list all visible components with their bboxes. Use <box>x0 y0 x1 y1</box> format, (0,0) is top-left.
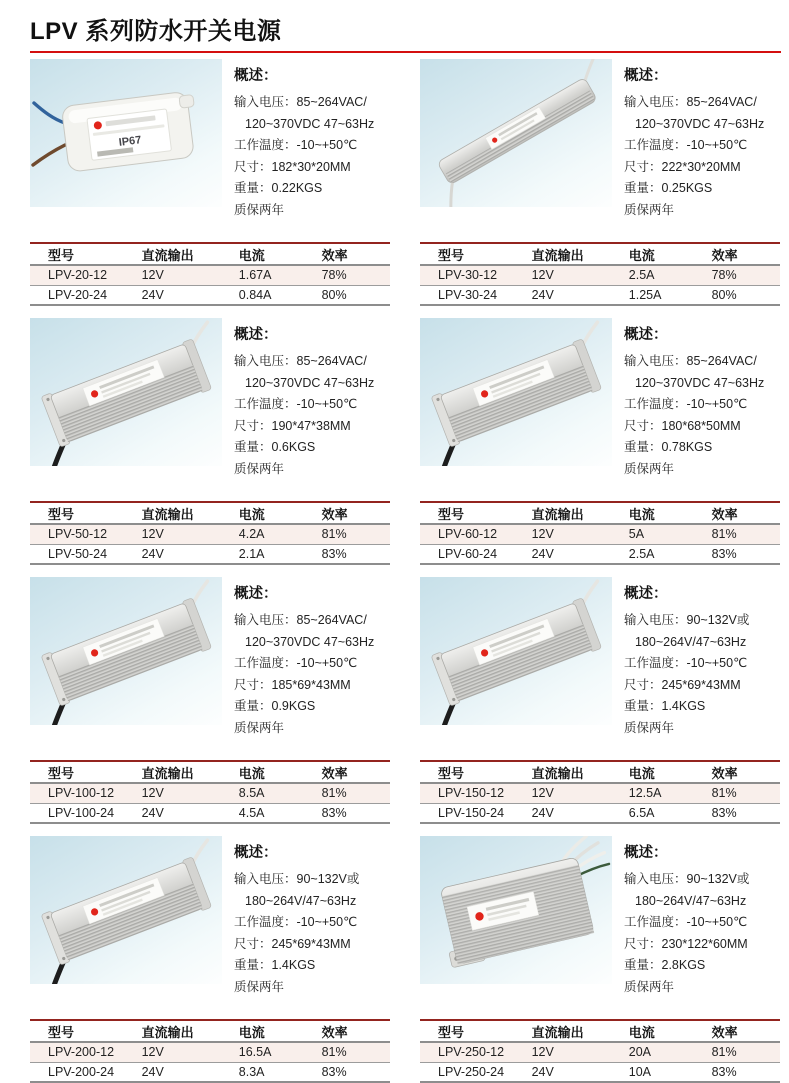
power-supply-plastic-illustration <box>30 59 222 207</box>
overview <box>222 59 374 221</box>
cell-current: 20A <box>628 1045 652 1060</box>
spec-input-voltage: 输入电压：85~264VAC/ <box>234 95 367 109</box>
spec-weight: 重量：0.78KGS <box>624 440 713 454</box>
col-header-model: 型号 <box>30 502 142 524</box>
col-header-dc-output: 直流输出 <box>142 761 239 783</box>
spec-input-voltage: 输入电压：85~264VAC/ <box>624 354 757 368</box>
col-header-efficiency: 效率 <box>322 243 390 265</box>
spec-working-temp: 工作温度：-10~+50℃ <box>624 915 748 929</box>
table-header-row <box>30 1020 390 1042</box>
col-header-dc-output: 直流输出 <box>142 502 239 524</box>
cell-current: 16.5A <box>238 1045 272 1060</box>
spec-working-temp: 工作温度：-10~+50℃ <box>234 915 358 929</box>
spec-table <box>420 1019 780 1083</box>
overview <box>612 59 764 221</box>
spec-input-voltage-cont: 120~370VDC 47~63Hz <box>245 116 375 131</box>
spec-dimensions: 尺寸：190*47*38MM <box>234 418 351 433</box>
cell-efficiency: 78% <box>711 268 737 283</box>
cell-model: LPV-50-24 <box>48 546 108 561</box>
cell-model: LPV-150-12 <box>438 786 505 801</box>
product-photo <box>30 836 222 984</box>
device-body <box>30 581 222 725</box>
cell-dc-output: 12V <box>141 786 164 801</box>
spec-working-temp: 工作温度：-10~+50℃ <box>234 138 358 152</box>
cell-current: 0.84A <box>238 287 272 302</box>
col-header-efficiency: 效率 <box>712 502 780 524</box>
wire-blue <box>34 103 65 123</box>
cell-model: LPV-200-24 <box>48 1064 115 1079</box>
col-header-model: 型号 <box>420 243 532 265</box>
table-row <box>30 1062 390 1082</box>
cell-model: LPV-60-24 <box>438 546 498 561</box>
cell-current: 4.5A <box>238 805 265 820</box>
table-row <box>30 783 390 803</box>
col-header-efficiency: 效率 <box>712 243 780 265</box>
spec-warranty: 质保两年 <box>234 461 285 476</box>
cell-current: 4.2A <box>238 527 265 542</box>
product-photo <box>420 577 612 725</box>
cell-efficiency: 83% <box>711 546 737 561</box>
spec-input-voltage-cont: 120~370VDC 47~63Hz <box>635 375 765 390</box>
cell-efficiency: 81% <box>711 1045 737 1060</box>
overview <box>612 318 764 480</box>
cell-model: LPV-250-12 <box>438 1045 505 1060</box>
col-header-efficiency: 效率 <box>322 502 390 524</box>
wire-brown <box>33 145 65 165</box>
product-section-lpv-200 <box>30 836 390 1083</box>
col-header-current: 电流 <box>629 1020 712 1042</box>
cell-dc-output: 12V <box>531 527 554 542</box>
power-supply-aluminum-illustration <box>30 577 222 725</box>
table-header-row <box>420 243 780 265</box>
power-supply-aluminum-illustration <box>30 836 222 984</box>
spec-warranty: 质保两年 <box>624 461 675 476</box>
cell-model: LPV-200-12 <box>48 1045 115 1060</box>
spec-working-temp: 工作温度：-10~+50℃ <box>624 656 748 670</box>
table-row <box>420 1042 780 1062</box>
product-section-lpv-100 <box>30 577 390 824</box>
power-supply-large-illustration <box>420 836 612 984</box>
product-section-lpv-250 <box>420 836 780 1083</box>
overview <box>222 577 374 739</box>
device-body <box>420 322 612 466</box>
table-header-row <box>420 502 780 524</box>
power-supply-slim-illustration <box>420 59 612 207</box>
page-title: LPV 系列防水开关电源 <box>30 18 282 45</box>
product-photo <box>30 318 222 466</box>
spec-dimensions: 尺寸：180*68*50MM <box>624 418 741 433</box>
overview-heading: 概述： <box>234 68 278 84</box>
cell-efficiency: 83% <box>711 1064 737 1079</box>
cell-efficiency: 81% <box>711 786 737 801</box>
product-section-lpv-60 <box>420 318 780 565</box>
col-header-efficiency: 效率 <box>322 761 390 783</box>
cell-current: 1.25A <box>628 287 662 302</box>
col-header-model: 型号 <box>420 761 532 783</box>
spec-weight: 重量：0.6KGS <box>234 440 316 454</box>
col-header-current: 电流 <box>239 243 322 265</box>
cell-current: 8.3A <box>238 1064 265 1079</box>
cell-dc-output: 24V <box>531 546 554 561</box>
spec-table <box>30 1019 390 1083</box>
cell-current: 2.1A <box>238 546 265 561</box>
spec-working-temp: 工作温度：-10~+50℃ <box>624 138 748 152</box>
cell-efficiency: 80% <box>321 287 347 302</box>
device-body <box>30 322 222 466</box>
cell-model: LPV-30-12 <box>438 268 498 283</box>
cell-current: 10A <box>628 1064 652 1079</box>
col-header-model: 型号 <box>30 761 142 783</box>
table-row <box>30 803 390 823</box>
cell-model: LPV-100-24 <box>48 805 115 820</box>
spec-table <box>30 501 390 565</box>
spec-weight: 重量：0.22KGS <box>234 181 323 195</box>
cell-dc-output: 24V <box>531 287 554 302</box>
cell-dc-output: 12V <box>531 268 554 283</box>
product-section-lpv-20 <box>30 59 390 306</box>
product-section-lpv-30 <box>420 59 780 306</box>
spec-input-voltage-cont: 120~370VDC 47~63Hz <box>245 634 375 649</box>
col-header-efficiency: 效率 <box>322 1020 390 1042</box>
col-header-dc-output: 直流输出 <box>142 1020 239 1042</box>
spec-table <box>30 760 390 824</box>
cell-model: LPV-20-12 <box>48 268 108 283</box>
col-header-model: 型号 <box>420 502 532 524</box>
power-supply-aluminum-illustration <box>420 318 612 466</box>
product-photo <box>30 577 222 725</box>
spec-input-voltage-cont: 180~264V/47~63Hz <box>635 634 747 649</box>
table-header-row <box>30 502 390 524</box>
table-row <box>420 1062 780 1082</box>
col-header-current: 电流 <box>629 502 712 524</box>
spec-input-voltage-cont: 120~370VDC 47~63Hz <box>635 116 765 131</box>
cell-current: 6.5A <box>628 805 655 820</box>
overview <box>612 577 749 739</box>
device-body <box>420 581 612 725</box>
cell-current: 1.67A <box>238 268 272 283</box>
col-header-current: 电流 <box>629 243 712 265</box>
col-header-dc-output: 直流输出 <box>532 761 629 783</box>
power-supply-aluminum-illustration <box>30 318 222 466</box>
table-row <box>30 265 390 285</box>
spec-table <box>420 242 780 306</box>
cell-dc-output: 24V <box>141 805 164 820</box>
product-section-lpv-150 <box>420 577 780 824</box>
spec-dimensions: 尺寸：230*122*60MM <box>624 936 748 951</box>
col-header-dc-output: 直流输出 <box>142 243 239 265</box>
cell-dc-output: 24V <box>141 546 164 561</box>
cell-current: 12.5A <box>628 786 662 801</box>
overview <box>612 836 749 998</box>
device-body <box>420 59 612 207</box>
cell-dc-output: 24V <box>531 1064 554 1079</box>
spec-dimensions: 尺寸：245*69*43MM <box>234 936 351 951</box>
spec-weight: 重量：2.8KGS <box>624 958 706 972</box>
spec-weight: 重量：1.4KGS <box>624 699 706 713</box>
col-header-model: 型号 <box>30 1020 142 1042</box>
spec-table <box>30 242 390 306</box>
col-header-current: 电流 <box>629 761 712 783</box>
col-header-efficiency: 效率 <box>712 1020 780 1042</box>
overview-heading: 概述： <box>234 586 278 602</box>
overview-heading: 概述： <box>234 327 278 343</box>
spec-input-voltage: 输入电压：85~264VAC/ <box>624 95 757 109</box>
cell-efficiency: 83% <box>321 805 347 820</box>
spec-input-voltage: 输入电压：90~132V或 <box>234 872 360 886</box>
device-body <box>30 840 222 984</box>
cell-current: 5A <box>628 527 645 542</box>
table-row <box>420 803 780 823</box>
table-header-row <box>30 761 390 783</box>
table-header-row <box>420 1020 780 1042</box>
cell-efficiency: 80% <box>711 287 737 302</box>
cell-efficiency: 81% <box>321 1045 347 1060</box>
col-header-model: 型号 <box>30 243 142 265</box>
cell-current: 8.5A <box>238 786 265 801</box>
cell-efficiency: 83% <box>321 546 347 561</box>
cell-model: LPV-50-12 <box>48 527 108 542</box>
product-grid <box>0 53 789 1083</box>
cell-dc-output: 12V <box>141 268 164 283</box>
spec-weight: 重量：0.9KGS <box>234 699 316 713</box>
spec-input-voltage-cont: 180~264V/47~63Hz <box>245 893 357 908</box>
col-header-current: 电流 <box>239 1020 322 1042</box>
device-body <box>430 836 612 968</box>
cell-current: 2.5A <box>628 546 655 561</box>
product-photo <box>420 836 612 984</box>
spec-warranty: 质保两年 <box>624 202 675 217</box>
spec-warranty: 质保两年 <box>234 720 285 735</box>
spec-weight: 重量：1.4KGS <box>234 958 316 972</box>
table-header-row <box>420 761 780 783</box>
spec-input-voltage: 输入电压：90~132V或 <box>624 872 750 886</box>
table-row <box>30 1042 390 1062</box>
col-header-dc-output: 直流输出 <box>532 243 629 265</box>
col-header-dc-output: 直流输出 <box>532 1020 629 1042</box>
table-header-row <box>30 243 390 265</box>
overview-heading: 概述： <box>624 845 668 861</box>
page-header <box>0 0 789 53</box>
table-row <box>30 285 390 305</box>
spec-dimensions: 尺寸：182*30*20MM <box>234 159 351 174</box>
product-photo <box>420 318 612 466</box>
table-row <box>420 265 780 285</box>
table-row <box>30 524 390 544</box>
col-header-current: 电流 <box>239 761 322 783</box>
overview-heading: 概述： <box>624 68 668 84</box>
cell-current: 2.5A <box>628 268 655 283</box>
spec-input-voltage-cont: 180~264V/47~63Hz <box>635 893 747 908</box>
overview-heading: 概述： <box>624 327 668 343</box>
product-section-lpv-50 <box>30 318 390 565</box>
cell-model: LPV-60-12 <box>438 527 498 542</box>
cell-model: LPV-30-24 <box>438 287 498 302</box>
ip-rating-text: IP67 <box>118 134 143 149</box>
table-row <box>420 544 780 564</box>
overview-heading: 概述： <box>624 586 668 602</box>
cell-efficiency: 81% <box>711 527 737 542</box>
spec-table <box>420 760 780 824</box>
table-row <box>420 285 780 305</box>
cell-dc-output: 12V <box>141 527 164 542</box>
spec-input-voltage: 输入电压：90~132V或 <box>624 613 750 627</box>
cell-efficiency: 78% <box>321 268 347 283</box>
col-header-efficiency: 效率 <box>712 761 780 783</box>
cell-efficiency: 81% <box>321 786 347 801</box>
cell-efficiency: 81% <box>321 527 347 542</box>
table-row <box>420 524 780 544</box>
overview-heading: 概述： <box>234 845 278 861</box>
cell-dc-output: 12V <box>141 1045 164 1060</box>
power-supply-aluminum-illustration <box>420 577 612 725</box>
spec-warranty: 质保两年 <box>624 979 675 994</box>
spec-working-temp: 工作温度：-10~+50℃ <box>624 397 748 411</box>
spec-dimensions: 尺寸：222*30*20MM <box>624 159 741 174</box>
wire-grey <box>435 181 468 207</box>
product-photo <box>30 59 222 207</box>
cell-dc-output: 24V <box>141 1064 164 1079</box>
spec-working-temp: 工作温度：-10~+50℃ <box>234 656 358 670</box>
spec-table <box>420 501 780 565</box>
cell-dc-output: 24V <box>141 287 164 302</box>
overview <box>222 318 374 480</box>
spec-input-voltage: 输入电压：85~264VAC/ <box>234 613 367 627</box>
spec-warranty: 质保两年 <box>234 202 285 217</box>
cell-efficiency: 83% <box>321 1064 347 1079</box>
spec-input-voltage-cont: 120~370VDC 47~63Hz <box>245 375 375 390</box>
table-row <box>420 783 780 803</box>
spec-working-temp: 工作温度：-10~+50℃ <box>234 397 358 411</box>
device-body <box>61 91 200 173</box>
spec-weight: 重量：0.25KGS <box>624 181 713 195</box>
product-photo <box>420 59 612 207</box>
spec-warranty: 质保两年 <box>234 979 285 994</box>
spec-dimensions: 尺寸：245*69*43MM <box>624 677 741 692</box>
col-header-dc-output: 直流输出 <box>532 502 629 524</box>
cell-model: LPV-100-12 <box>48 786 115 801</box>
spec-warranty: 质保两年 <box>624 720 675 735</box>
cell-dc-output: 24V <box>531 805 554 820</box>
col-header-current: 电流 <box>239 502 322 524</box>
cell-model: LPV-20-24 <box>48 287 108 302</box>
col-header-model: 型号 <box>420 1020 532 1042</box>
cell-dc-output: 12V <box>531 786 554 801</box>
cell-model: LPV-150-24 <box>438 805 505 820</box>
overview <box>222 836 359 998</box>
spec-dimensions: 尺寸：185*69*43MM <box>234 677 351 692</box>
cell-efficiency: 83% <box>711 805 737 820</box>
spec-input-voltage: 输入电压：85~264VAC/ <box>234 354 367 368</box>
cell-model: LPV-250-24 <box>438 1064 505 1079</box>
table-row <box>30 544 390 564</box>
cell-dc-output: 12V <box>531 1045 554 1060</box>
